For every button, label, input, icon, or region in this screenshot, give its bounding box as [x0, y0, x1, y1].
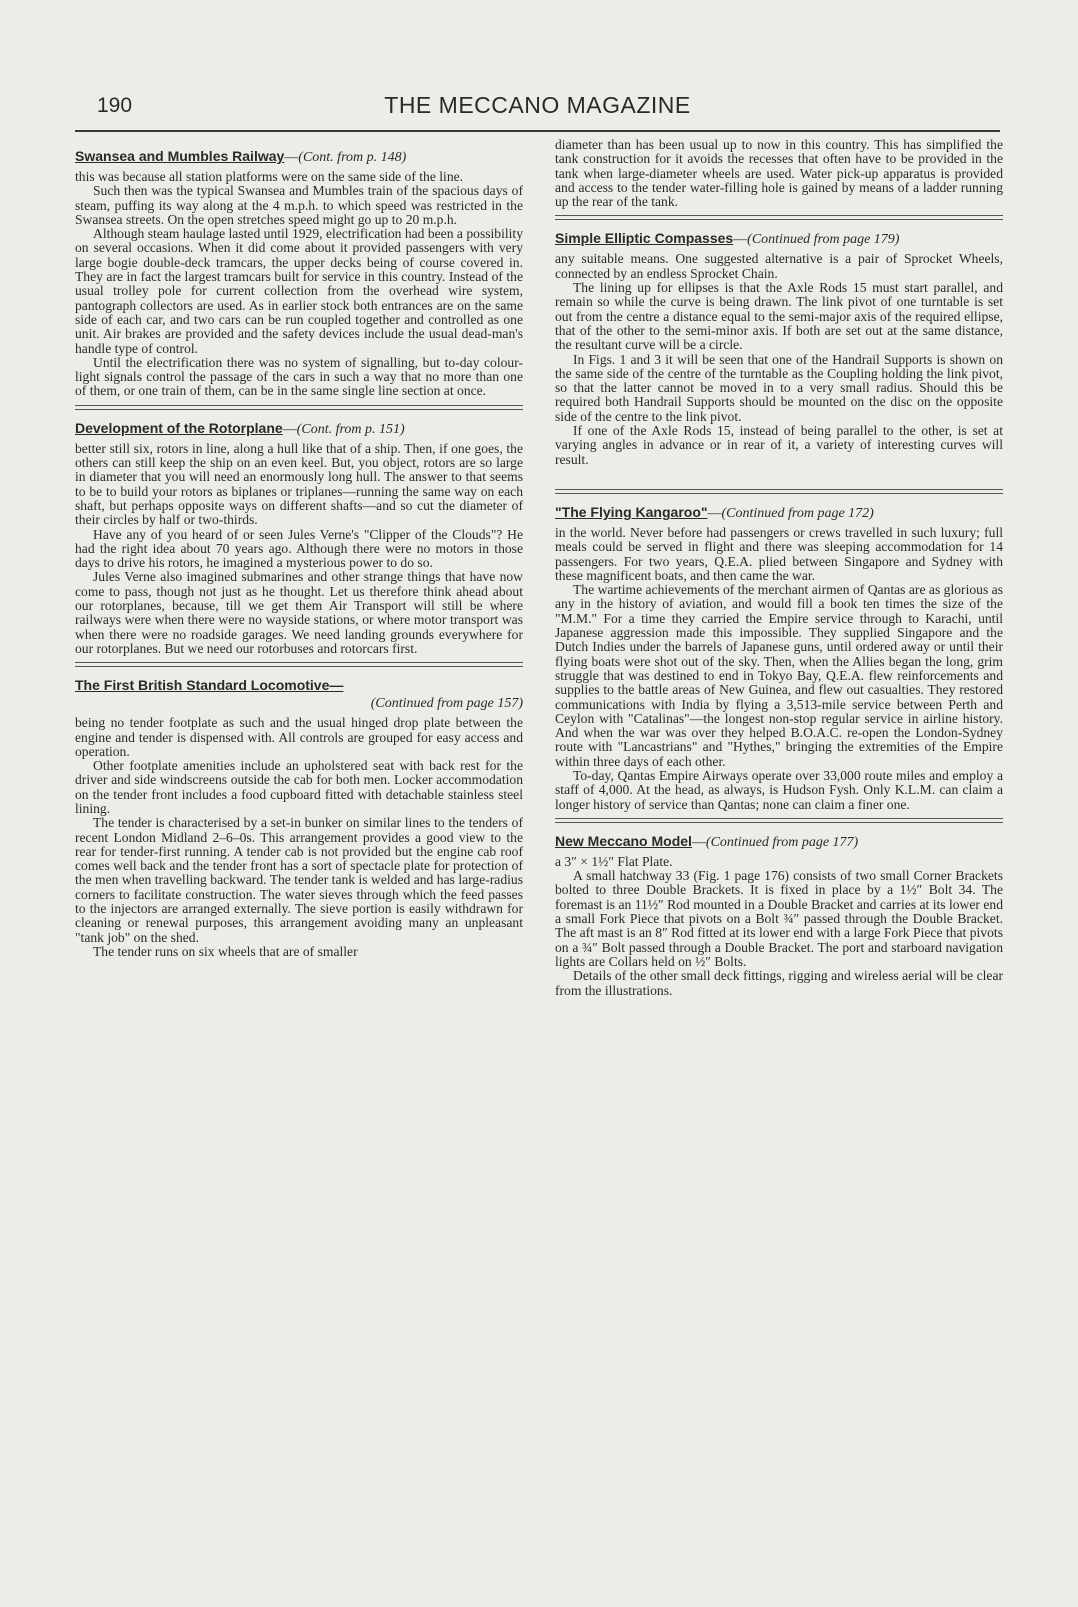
paragraph: Have any of you heard of or seen Jules Verne's "Clipper of the Clouds"? He had the right idea about 70 years ago. Although there were no motors in those days to drive his rotors, he imagined a mysterious power to do so.	[75, 526, 523, 571]
section-divider	[555, 818, 1003, 823]
magazine-title: THE MECCANO MAGAZINE	[384, 92, 691, 118]
article-heading	[555, 833, 1003, 851]
left-column	[75, 138, 523, 959]
paragraph: To-day, Qantas Empire Airways operate over 33,000 route miles and employ a staff of 4,000. At the head, as always, is Hudson Fysh. Only K.L.M. can claim a longer history of service than Qantas; none can claim a finer one.	[555, 767, 1003, 812]
article-flying-kangaroo	[555, 504, 1003, 812]
section-divider	[75, 405, 523, 410]
article-new-meccano-model	[555, 833, 1003, 998]
article-title: Swansea and Mumbles Railway	[75, 148, 285, 164]
article-heading	[555, 504, 1003, 522]
paragraph: Details of the other small deck fittings, rigging and wireless aerial will be clear from the illustrations.	[555, 968, 1003, 998]
paragraph: diameter than has been usual up to now in this country. This has simplified the tank construction for it avoids the recesses that often have to be provided in the tank when large-diameter wheels are used. Water pick-up apparatus is provided and access to the tender water-filling hole is gained by means of a ladder running up the rear of the tank.	[555, 137, 1003, 210]
paragraph: In Figs. 1 and 3 it will be seen that one of the Handrail Supports is shown on the same side of the centre of the turntable as the Coupling holding the link pivot, so that the latter cannot be moved in to a very small radius. Should this be required both Handrail Supports should be mounted on the disc on the opposite side of the centre to the link pivot.	[555, 351, 1003, 424]
article-title: "The Flying Kangaroo"	[555, 503, 708, 520]
paragraph: Jules Verne also imagined submarines and other strange things that have now come to pass, though not just as he thought. Let us therefore think ahead about our rotorplanes, because, till we get them Air Transport will still be where railways were when there were no wayside stations, or where motor transport was when there were no roadside garages. We need landing grounds everywhere for our rotorplanes. But we need our rotorbuses and rotorcars first.	[75, 569, 523, 656]
continued-note: — (Continued from page 179)	[733, 232, 899, 247]
article-british-standard-locomotive	[75, 677, 523, 959]
paragraph: being no tender footplate as such and the usual hinged drop plate between the engine and tender is dispensed with. All controls are grouped for easy access and operation.	[75, 715, 523, 759]
paragraph: If one of the Axle Rods 15, instead of being parallel to the other, is set at varying angles in advance or in rear of it, a variety of interesting curves will result.	[555, 423, 1003, 467]
paragraph: The wartime achievements of the merchant airmen of Qantas are as glorious as any in the history of aviation, and would fill a book ten times the size of the "M.M." For a time they carried the Empire service through to Karachi, until Japanese aggression made this impossible. They supplied Singapore and the Dutch Indies under the barrels of Japanese guns, until ordered away or until their flying boats were shot out of the sky. Then, when the Allies began the long, grim struggle that was destined to end in Tokyo Bay, Q.E.A. flew reinforcements and supplies to the battle areas of New Guinea, and flew out casualties. They restored communications with India by flying a 3,513-mile service between Perth and Ceylon with "Catalinas"—the longest non-stop regular service in airline history. And when the war was over they helped B.O.A.C. re-open the London-Sydney route with "Lancastrians" and "Hythes," bringing the extremities of the Empire within three days of each other.	[555, 582, 1003, 769]
continued-note: — (Continued from page 177)	[692, 835, 858, 850]
article-title: Development of the Rotorplane	[75, 419, 283, 436]
section-divider	[75, 662, 523, 667]
paragraph: The lining up for ellipses is that the Axle Rods 15 must start parallel, and remain so while the curve is being drawn. The link pivot of one turntable is set out from the centre a distance equal to the semi-major axis of the required ellipse, that of the other to the semi-minor axis. If both are set out at the same distance, the resultant curve will be a circle.	[555, 280, 1003, 353]
paragraph: this was because all station platforms were on the same side of the line.	[75, 169, 464, 184]
article-locomotive-continued	[555, 138, 1003, 209]
paragraph: in the world. Never before had passengers or crews travelled in such luxury; full meals could be served in flight and there was sleeping accommodation for 14 passengers. For two years, Q.E.A. plied between Singapore and Sydney with these magnificent boats, and then came the war.	[555, 524, 1003, 583]
article-swansea-mumbles	[75, 148, 523, 399]
paragraph: Although steam haulage lasted until 1929, electrification had been a possibility on several occasions. When it did come about it provided passengers with very large bogie double-deck tramcars, the upper decks being of course covered in. They are in fact the largest tramcars built for service in this country. Instead of the usual trolley pole for current collection from the overhead wire system, pantograph collectors are used. As in earlier stock both entrances are on the same side of each car, and two cars can be run coupled together and controlled as one unit. Air brakes are provided and the safety devices include the usual dead-man's handle type of control.	[75, 226, 523, 356]
section-divider	[555, 215, 1003, 220]
article-elliptic-compasses	[555, 230, 1003, 466]
right-column	[555, 138, 1003, 998]
article-title: The First British Standard Locomotive —	[75, 677, 343, 693]
paragraph: Until the electrification there was no system of signalling, but to-day colour-light signals control the passage of the cars in such a way that no more than one of them, or one train of them, can be in the same single line section at once.	[75, 354, 523, 399]
paragraph: Such then was the typical Swansea and Mumbles train of the spacious days of steam, puffing its way along at the 4 m.p.h. to which speed was restricted in the Swansea streets. On the open stretches speed might go up to 20 m.p.h.	[75, 183, 523, 227]
page-number: 190	[97, 94, 133, 117]
section-divider	[555, 489, 1003, 494]
continued-note: (Continued from page 157)	[370, 696, 523, 712]
article-heading	[75, 420, 523, 438]
article-title: New Meccano Model	[555, 832, 692, 849]
article-title: Simple Elliptic Compasses	[555, 230, 734, 247]
paragraph: The tender runs on six wheels that are of smaller	[93, 943, 358, 959]
paragraph: better still six, rotors in line, along a hull like that of a ship. Then, if one goes, the others can still keep the ship on an even keel. But, you object, rotors are so large in diameter that you will need an enormously long hull. The answer to that seems to be to build your rotors as biplanes or triplanes—running the same way on each shaft, but perhaps opposite ways on different shafts—and so cut the diameter of their circles by half or two-thirds.	[75, 440, 523, 528]
paragraph: a 3″ × 1½″ Flat Plate.	[555, 853, 673, 869]
article-rotorplane	[75, 420, 523, 656]
paragraph: Other footplate amenities include an upholstered seat with back rest for the driver and side windscreens outside the cab for both men. Locker accommodation on the tender front includes a food cupboard fitted with detachable stainless steel lining.	[75, 758, 523, 816]
continued-note: — (Cont. from p. 151)	[283, 422, 405, 437]
page-header	[75, 90, 1000, 126]
header-rule	[75, 130, 1000, 132]
paragraph: A small hatchway 33 (Fig. 1 page 176) consists of two small Corner Brackets bolted to three Double Brackets. It is fixed in place by a 1½″ Bolt 34. The foremast is an 11½″ Rod mounted in a Double Bracket and carries at its lower end a small Fork Piece that pivots on a Bolt ¾″ passed through the Double Bracket. The aft mast is an 8″ Rod fitted at its lower end with a large Fork Piece that pivots on a ¾″ Bolt passed through a Double Bracket. The port and starboard navigation lights are Collars held on ½″ Bolts.	[555, 868, 1003, 969]
continued-note: — (Cont. from p. 148)	[284, 150, 406, 165]
continued-note: — (Continued from page 172)	[708, 506, 874, 521]
article-heading	[75, 148, 523, 166]
article-heading	[75, 677, 523, 712]
paragraph: The tender is characterised by a set-in bunker on similar lines to the tenders of recent London Midland 2–6–0s. This arrangement provides a good view to the rear for tender-first running. A tender cab is not provided but the engine cab roof comes well back and the tender front has a sort of spectacle plate for protection of the men when travelling backward. The tender tank is welded and has large-radius corners to facilitate construction. The water sieves through which the feed passes to the injectors are arranged externally. The sieve portion is easily withdrawn for cleaning or renewal purposes, this arrangement avoiding many an unpleasant "tank job" on the shed.	[75, 815, 523, 945]
article-heading	[555, 230, 1003, 248]
paragraph: any suitable means. One suggested alternative is a pair of Sprocket Wheels, connected by an endless Sprocket Chain.	[555, 251, 1003, 281]
